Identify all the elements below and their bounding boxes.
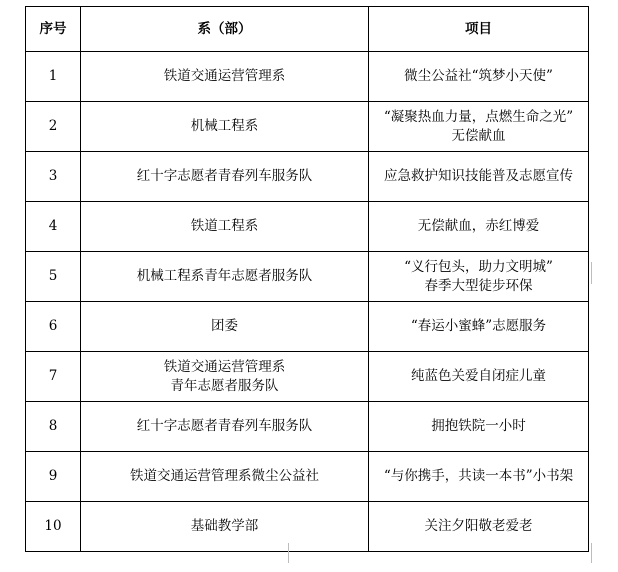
cell-dept	[81, 352, 369, 402]
cell-dept	[81, 152, 369, 202]
table-row	[26, 252, 589, 302]
cell-dept-line: 团委	[211, 318, 238, 334]
cell-project	[369, 52, 589, 102]
cell-dept	[81, 302, 369, 352]
cell-project	[369, 202, 589, 252]
cell-project	[369, 502, 589, 552]
table-row	[26, 352, 589, 402]
cell-dept	[81, 202, 369, 252]
header-row	[26, 7, 589, 52]
edge-mark	[288, 543, 289, 563]
cell-project-line: 拥抱铁院一小时	[431, 418, 526, 434]
cell-project	[369, 102, 589, 152]
edge-mark	[591, 543, 592, 563]
cell-project-line: “春运小蜜蜂”志愿服务	[410, 318, 547, 334]
cell-no: 6	[26, 302, 81, 352]
table-row	[26, 452, 589, 502]
cell-no: 7	[26, 352, 81, 402]
cell-dept-line: 红十字志愿者青春列车服务队	[136, 418, 313, 434]
cell-dept	[81, 502, 369, 552]
table-row	[26, 152, 589, 202]
cell-dept	[81, 402, 369, 452]
cell-dept-line: 铁道交通运营管理系	[163, 68, 286, 84]
cell-dept-line: 铁道交通运营管理系微尘公益社	[130, 468, 319, 484]
header-project: 项目	[369, 7, 589, 52]
cell-project-line: 无偿献血	[451, 127, 506, 144]
cell-dept	[81, 452, 369, 502]
cell-dept-line: 机械工程系青年志愿者服务队	[136, 268, 313, 284]
table-row	[26, 502, 589, 552]
cell-dept-line: 基础教学部	[190, 518, 259, 534]
cell-dept	[81, 252, 369, 302]
table-row	[26, 102, 589, 152]
cell-project	[369, 452, 589, 502]
cell-dept-line: 铁道交通运营管理系	[163, 358, 286, 375]
cell-dept-line: 青年志愿者服务队	[170, 377, 279, 394]
header-dept: 系（部）	[81, 7, 369, 52]
table-row	[26, 202, 589, 252]
cell-project	[369, 152, 589, 202]
table-row	[26, 402, 589, 452]
cell-dept	[81, 102, 369, 152]
cell-project-line: 无偿献血，赤红博爱	[417, 218, 540, 234]
cell-project-line: 微尘公益社“筑梦小天使”	[404, 68, 553, 84]
cell-project-line: 春季大型徒步环保	[424, 277, 533, 294]
cell-dept-line: 机械工程系	[190, 118, 259, 134]
cell-no: 1	[26, 52, 81, 102]
cell-project	[369, 402, 589, 452]
cell-no: 3	[26, 152, 81, 202]
cell-dept-line: 铁道工程系	[190, 218, 259, 234]
table-row	[26, 52, 589, 102]
cell-no: 5	[26, 252, 81, 302]
cell-dept-line: 红十字志愿者青春列车服务队	[136, 168, 313, 184]
cell-project	[369, 302, 589, 352]
cell-project-line: 关注夕阳敬老爱老	[424, 518, 533, 534]
table-row	[26, 302, 589, 352]
cell-no: 2	[26, 102, 81, 152]
cell-project	[369, 352, 589, 402]
cell-dept	[81, 52, 369, 102]
cell-no: 4	[26, 202, 81, 252]
cell-project-line: 纯蓝色关爱自闭症儿童	[411, 368, 546, 384]
cell-no: 10	[26, 502, 81, 552]
cell-project-line: “与你携手，共读一本书”小书架	[383, 468, 574, 484]
cell-project-line: 应急救护知识技能普及志愿宣传	[384, 168, 573, 184]
cell-no: 9	[26, 452, 81, 502]
cell-project	[369, 252, 589, 302]
activities-table	[25, 6, 589, 552]
cell-project-line: “凝聚热血力量，点燃生命之光”	[383, 108, 574, 125]
cell-no: 8	[26, 402, 81, 452]
edge-mark	[591, 262, 592, 284]
header-no: 序号	[26, 7, 81, 52]
cell-project-line: “义行包头，助力文明城”	[404, 258, 553, 275]
